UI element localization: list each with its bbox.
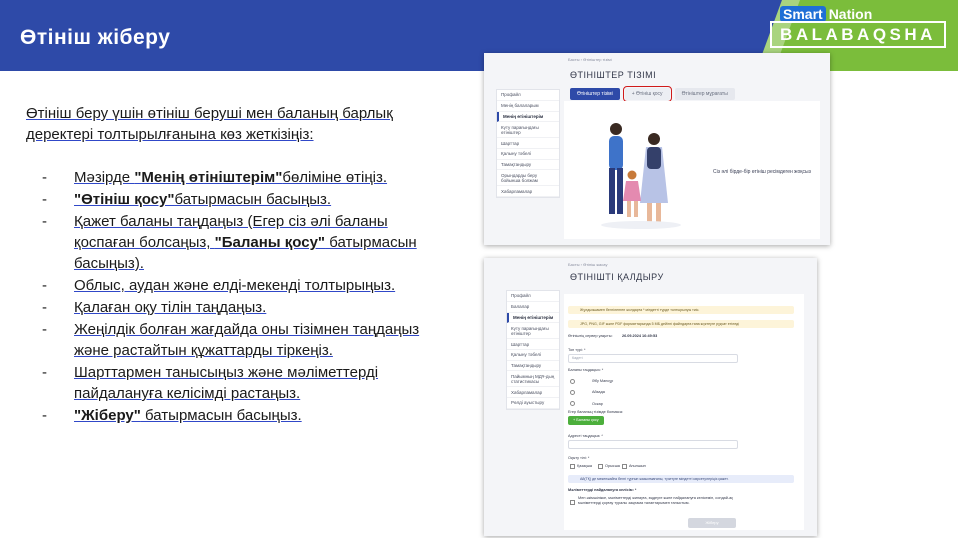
step1-bold: "Менің өтініштерім" — [134, 169, 283, 186]
step7-text: Шарттармен танысыңыз және мәліметтерді пайдалануға келісімді растаңыз. — [74, 364, 379, 402]
sidebar-menu — [496, 89, 560, 198]
step8-bold: "Жіберу" — [74, 407, 141, 424]
tab-add-application[interactable]: + Өтініш қосу — [625, 88, 670, 100]
language-name: Ағылшын — [629, 464, 646, 468]
sidebar-item-my-applications[interactable]: Менің өтініштерім — [497, 112, 559, 123]
language-checkbox[interactable] — [622, 464, 627, 469]
language-checkbox[interactable] — [598, 464, 603, 469]
step-item: - Жеңілдік болған жағдайда оны тізімнен таңдаңыз және растайтын құжаттарды тіркеңіз. — [42, 321, 420, 359]
empty-state-message: Сіз әлі бірде-бір өтініш ресімдеген жоқсыз — [713, 169, 811, 175]
language-name: Қазақша — [577, 464, 592, 468]
sidebar-item-food[interactable]: Тамақтандыру — [497, 160, 559, 171]
step-item: - Мәзірде "Менің өтініштерім"бөліміне өтіңіз. — [42, 169, 388, 186]
sidebar-item-terms[interactable]: Шарттар — [507, 339, 559, 350]
list-title: ӨТІНІШТЕР ТІЗІМІ — [570, 70, 657, 80]
step-item: - Қажет баланы таңдаңыз (Егер сіз әлі баланы қоспаған болсаңыз, "Баланы қосу" батырмасын басыңыз). — [42, 213, 417, 272]
step2-text: батырмасын басыңыз. — [174, 191, 332, 208]
child-select-label: Баланы таңдаңыз: * — [568, 368, 604, 372]
sidebar-item-table[interactable]: Қалыну тәбелі — [497, 149, 559, 160]
sidebar-item-table[interactable]: Қалыну тәбелі — [507, 350, 559, 361]
logo-balabaqsha: BALABAQSHA — [770, 21, 946, 48]
step3-bold: "Баланы қосу" — [214, 234, 326, 251]
screenshot-applications-list — [484, 53, 830, 245]
address-label: Адресті таңдаңыз: * — [568, 434, 603, 438]
step3-text: Қажет баланы таңдаңыз (Егер сіз әлі баланы қоспаған болсаңыз, — [74, 213, 388, 251]
sidebar-item-my-applications[interactable]: Менің өтініштерім — [507, 313, 559, 324]
breadcrumb: Басты › Өтініштер тізімі — [568, 57, 612, 62]
step6-text: Жеңілдік болған жағдайда оны тізімнен таңдаңыз және растайтын құжаттарды тіркеңіз. — [74, 321, 420, 359]
form-title: ӨТІНІШТІ ҚАЛДЫРУ — [570, 272, 664, 282]
tab-applications-list[interactable]: Өтініштер тізімі — [570, 88, 620, 100]
step-item: - "Өтініш қосу"батырмасын басыңыз. — [42, 191, 332, 208]
step-item: - "Жіберу" батырмасын басыңыз. — [42, 407, 302, 424]
step2-bold: "Өтініш қосу" — [74, 191, 175, 208]
group-type-label: Топ түрі: * — [568, 348, 586, 352]
address-info-note: Ай(ТҚ) де мекенжайға белгі тұрғын жазылмағаны, түзетуге міндетті көрсетулеріңіз қажет. — [568, 475, 794, 483]
required-fields-note: Жұлдызшамен белгіленген жолдарға * міндетті түрде толтырылуы тиіс. — [568, 306, 794, 314]
sidebar-menu — [506, 290, 560, 410]
instructions — [26, 103, 446, 427]
file-formats-note: JPG, PNG, GIF және PDF форматтарында 5 МБ дейінгі файлдарға ғана жүктеуге рұқсат етіледі — [568, 320, 794, 328]
breadcrumb: Басты › Өтініш жасау — [568, 262, 608, 267]
sidebar-item-notifications[interactable]: Хабарламалар — [497, 186, 559, 197]
step5-text: Қалаған оқу тілін таңдаңыз. — [74, 299, 267, 316]
tab-applications-archive[interactable]: Өтініштер мұрағаты — [675, 88, 735, 100]
consent-text: Мен әкімшілікке, мәліметтерді жинауға, өңдеуге және пайдалануға келісемін, сондай-ақ мәліметтерді қорғау туралы заңнама талаптарымен таныстым. — [578, 496, 733, 505]
address-select[interactable] — [568, 440, 738, 449]
sidebar-item-switch-role[interactable]: Рөлді ауыстыру — [507, 398, 559, 409]
sidebar-item-statistics[interactable]: Пайымның МДҰ-дың статистикасы — [507, 371, 559, 387]
logo-smart-nation — [780, 6, 872, 22]
step8-text: батырмасын басыңыз. — [140, 407, 302, 424]
sidebar-item-forecast[interactable]: Орындарды беру бойынша болжам — [497, 170, 559, 186]
application-form — [564, 294, 804, 530]
logo-smart: Smart — [780, 6, 826, 22]
child-name: Оскар — [592, 402, 603, 406]
logo-nation: Nation — [828, 6, 873, 22]
child-name: Айзада — [592, 390, 605, 394]
group-type-select[interactable]: Кадеті — [568, 354, 738, 363]
sidebar-item-waiting[interactable]: Күту парағындағы өтініштер — [507, 323, 559, 339]
step1-text: Мәзірде — [74, 169, 135, 186]
add-child-hint: Егер баланың тізімде болмаса: — [568, 410, 623, 414]
sidebar-item-profile[interactable]: Профайл — [507, 291, 559, 302]
consent-title: Мәліметтерді пайдалануға келісім: * — [568, 488, 637, 492]
server-time-label: Өтініштің сервер уақыты: — [568, 334, 613, 338]
language-name: Орысша — [605, 464, 620, 468]
step1-end: бөліміне өтіңіз. — [282, 169, 388, 186]
tabs-row — [570, 88, 735, 100]
family-illustration — [586, 117, 706, 237]
step3-end: батырмасын басыңыз). — [74, 234, 417, 272]
sidebar-item-waiting[interactable]: Күту парағындағы өтініштер — [497, 122, 559, 138]
sidebar-item-children[interactable]: Балалар — [507, 302, 559, 313]
sidebar-item-terms[interactable]: Шарттар — [497, 138, 559, 149]
add-child-button[interactable]: + Баланы қосу — [568, 416, 604, 425]
sidebar-item-notifications[interactable]: Хабарламалар — [507, 387, 559, 398]
sidebar-item-food[interactable]: Тамақтандыру — [507, 361, 559, 372]
server-time-value: 26.09.2024 16:49:53 — [622, 334, 658, 338]
step-item: - Шарттармен танысыңыз және мәліметтерді пайдалануға келісімді растаңыз. — [42, 364, 379, 402]
instructions-intro: Өтініш беру үшін өтініш беруші мен баланың барлық деректері толтырылғанына көз жеткізіңіз: — [26, 105, 393, 143]
send-button[interactable]: Жіберу — [688, 518, 736, 528]
child-radio[interactable] — [570, 379, 575, 384]
consent-checkbox[interactable] — [570, 500, 575, 505]
step-item: - Облыс, аудан және елді-мекенді толтырыңыз. — [42, 277, 396, 294]
sidebar-item-children[interactable]: Менің балаларым — [497, 101, 559, 112]
steps-list — [26, 167, 446, 426]
page-title: Өтініш жіберу — [20, 26, 171, 49]
language-checkbox[interactable] — [570, 464, 575, 469]
step-item: - Қалаған оқу тілін таңдаңыз. — [42, 299, 267, 316]
step4-text: Облыс, аудан және елді-мекенді толтырыңыз. — [74, 277, 396, 294]
child-name: Әбу Мансұр — [592, 379, 614, 383]
language-label: Оқыту тілі: * — [568, 456, 590, 460]
sidebar-item-profile[interactable]: Профайл — [497, 90, 559, 101]
screenshot-application-form — [484, 258, 817, 536]
child-radio[interactable] — [570, 401, 575, 406]
child-radio[interactable] — [570, 390, 575, 395]
